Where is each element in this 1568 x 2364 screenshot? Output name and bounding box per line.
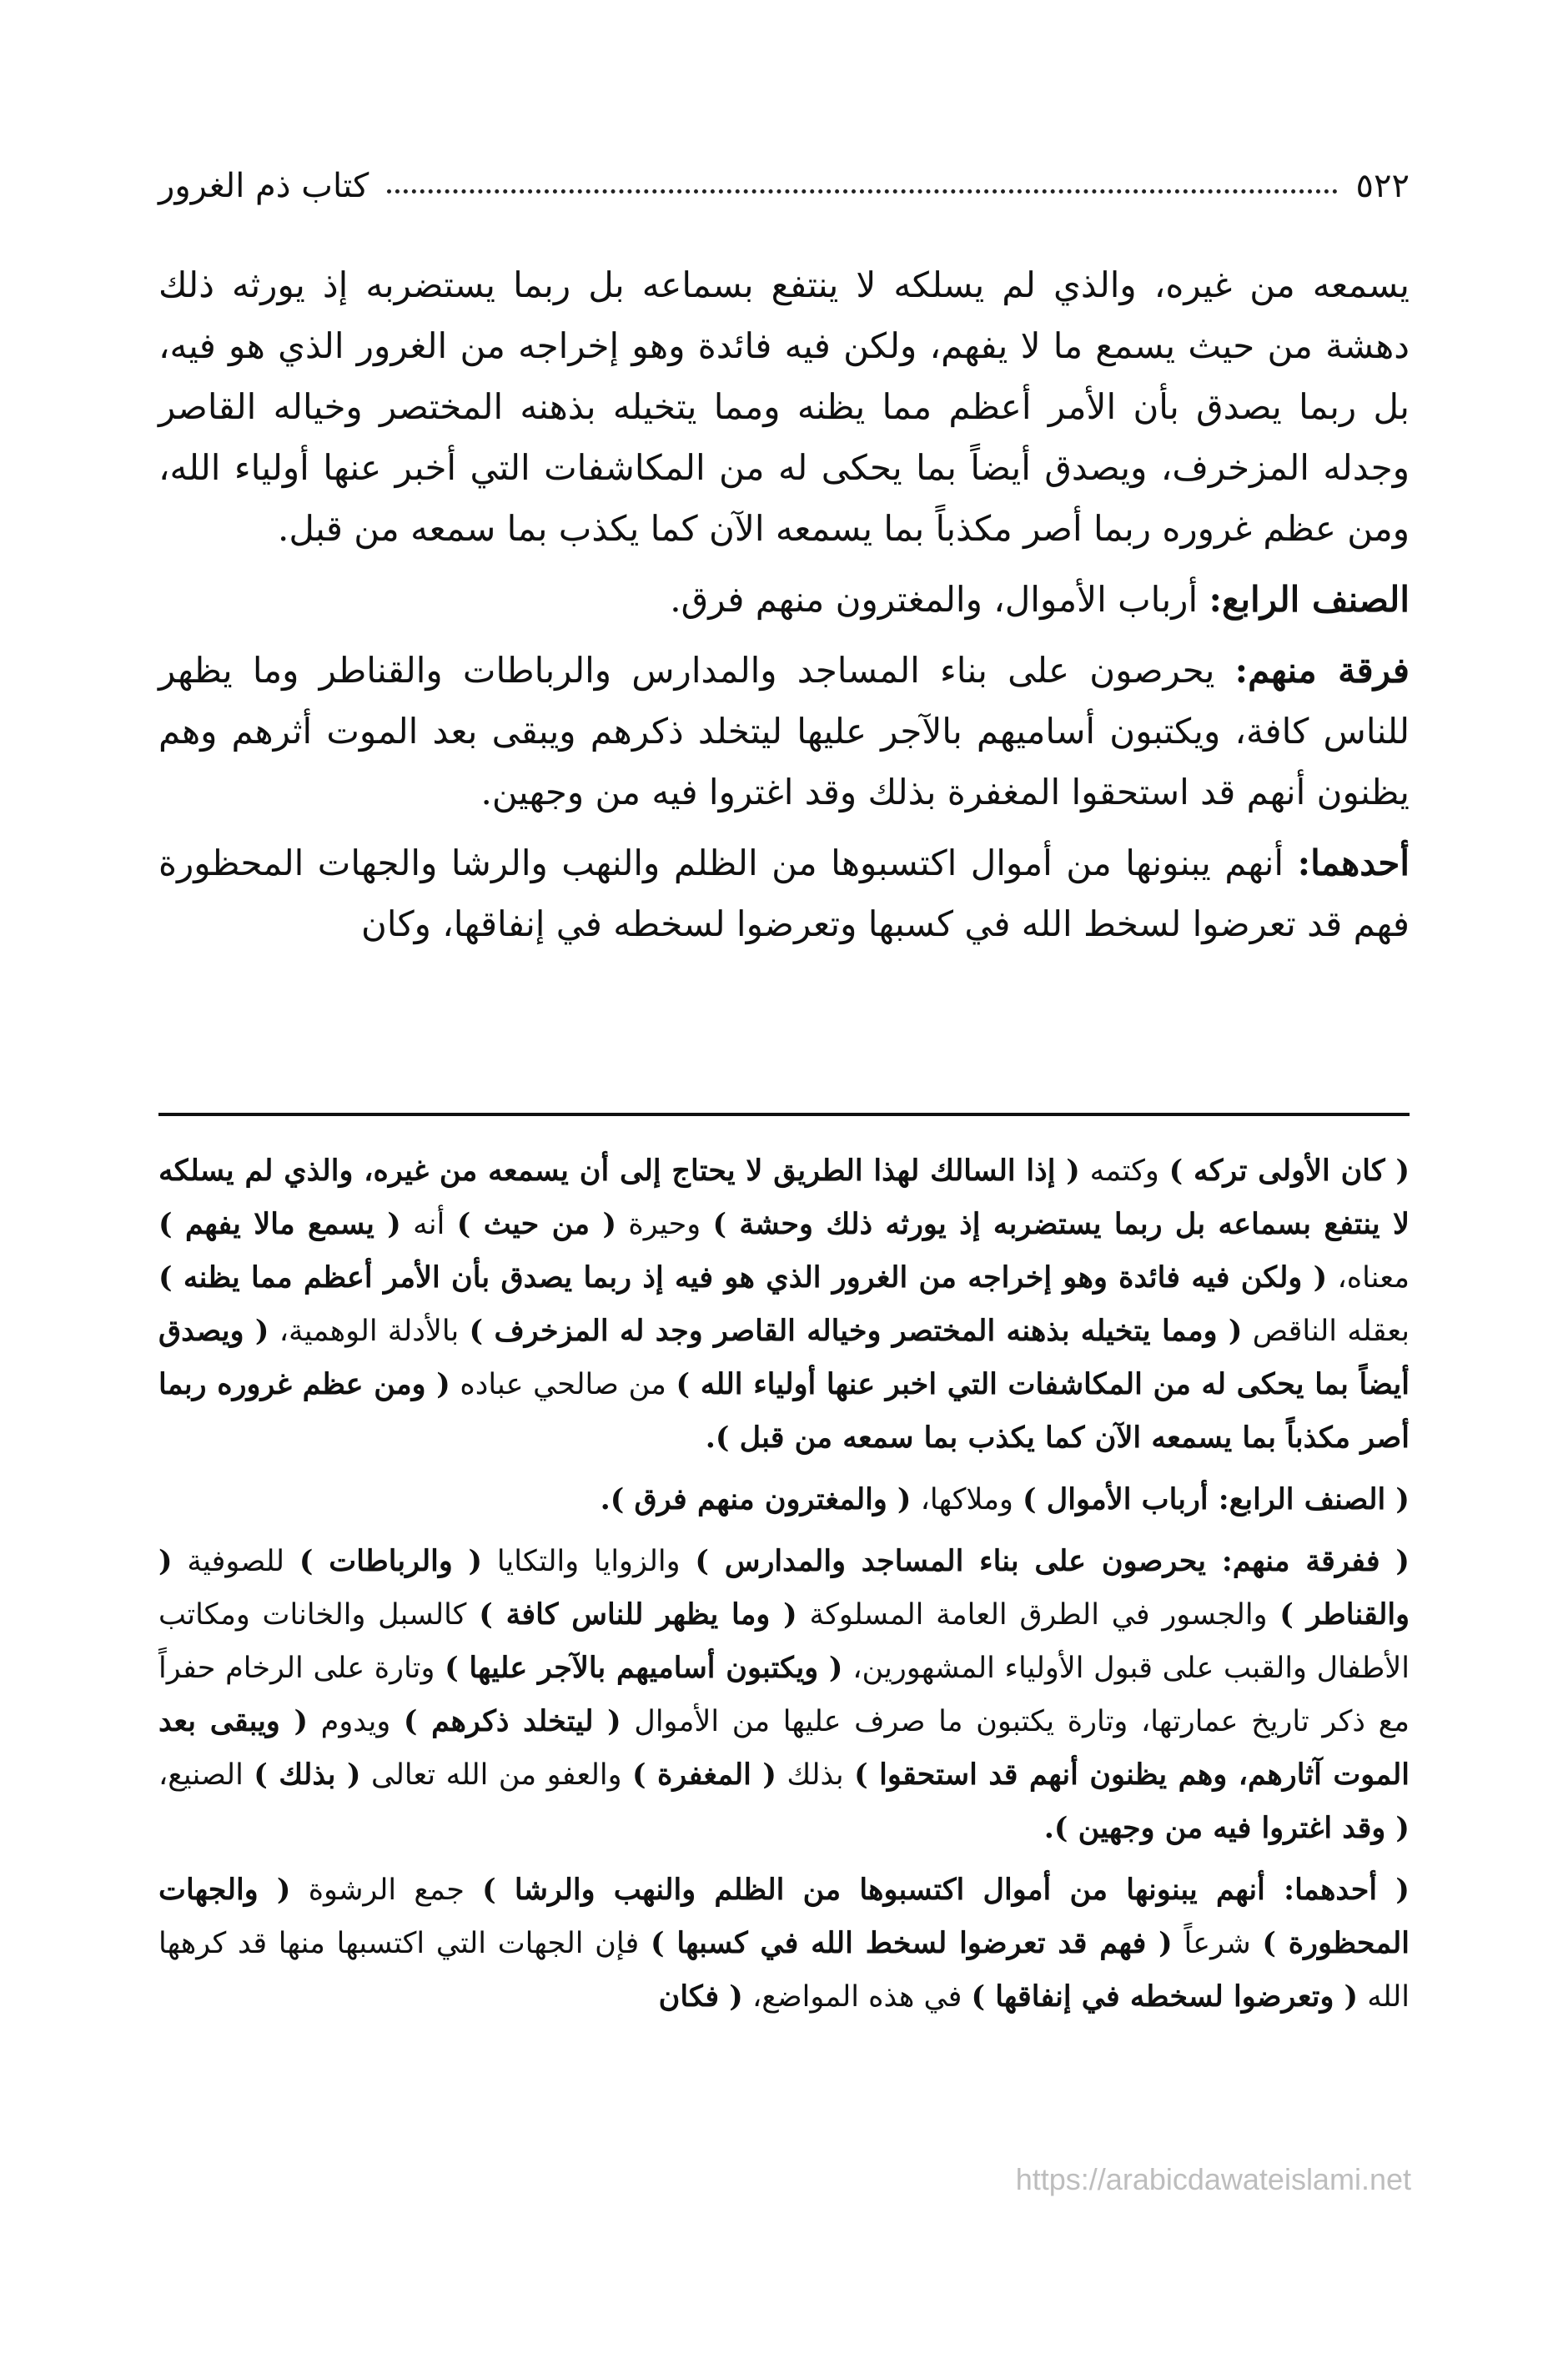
running-header [158, 157, 1410, 215]
commentary-gloss: والجسور في الطرق العامة المسلوكة [797, 1598, 1280, 1632]
book-title: كتاب ذم الغرور [158, 167, 369, 205]
quoted-source-text: ( والرباطات ) [299, 1544, 483, 1578]
quoted-source-text: ( والجهات المحظورة ) [158, 1873, 1410, 1960]
page-number: ٥٢٢ [1355, 167, 1410, 205]
commentary-gloss: أنه [400, 1208, 457, 1241]
quoted-source-text: ( يسمع مالا يفهم ) [158, 1207, 401, 1241]
quoted-source-text: ( ومما يتخيله بذهنه المختصر وخياله القاصر وجد له المزخرف ) [469, 1314, 1243, 1348]
commentary-gloss: وتارة على الرخام حفراً مع ذكر تاريخ عمارتها، وتارة يكتبون ما صرف عليها من الأموال [158, 1652, 1410, 1738]
commentary-gloss: بذلك [776, 1758, 855, 1792]
quoted-source-text: ( والمغترون منهم فرق ). [600, 1482, 912, 1516]
commentary-gloss: والعفو من الله تعالى [360, 1758, 632, 1792]
quoted-source-text: ( المغفرة ) [631, 1758, 776, 1792]
commentary-gloss: ويدوم [308, 1705, 404, 1738]
quoted-source-text: ( أحدهما: أنهم يبنونها من أموال اكتسبوها من الظلم والنهب والرشا ) [482, 1873, 1410, 1907]
commentary-gloss: جمع الرشوة [290, 1874, 483, 1907]
quoted-source-text: ( ومن عظم غروره ربما أصر مكذباً بما يسمعه الآن كما يكذب بما سمعه من قبل ). [158, 1367, 1410, 1455]
footnote-divider [158, 1113, 1410, 1116]
paragraph-text: يسمعه من غيره، والذي لم يسلكه لا ينتفع بسماعه بل ربما يستضربه إذ يورثه ذلك دهشة من حيث يسمع ما لا يفهم، ولكن فيه فائدة وهو إخراجه من الغرور الذي هو فيه، بل ربما يصدق بأن الأمر أعظم مما يظنه ومما يتخيله بذهنه المختصر وخياله القاصر وجدله المزخرف، ويصدق أيضاً بما يحكى له من المكاشفات التي أخبر عنها أولياء الله، ومن عظم غروره ربما أصر مكذباً بما يسمعه الآن كما يكذب بما سمعه من قبل. [158, 264, 1410, 549]
quoted-source-text: ( وتعرضوا لسخطه في إنفاقها ) [971, 1979, 1359, 2014]
paragraph-text: أرباب الأموال، والمغترون منهم فرق. [670, 579, 1209, 620]
main-paragraph [158, 640, 1410, 822]
commentary-gloss: وكتمه [1079, 1154, 1169, 1188]
quoted-source-text: ( بذلك ) [254, 1758, 361, 1792]
quoted-source-text: ( ويبقى بعد الموت آثارهم، وهم يظنون أنهم قد استحقوا ) [158, 1704, 1410, 1792]
main-paragraph [158, 254, 1410, 559]
commentary-gloss: شرعاً [1172, 1927, 1263, 1960]
commentary-gloss: فإن الجهات التي اكتسبها منها قد كرهها الله [158, 1927, 1410, 2014]
commentary-gloss: بعقله الناقص [1242, 1315, 1410, 1348]
commentary-gloss: الصنيع، [158, 1758, 254, 1792]
commentary-gloss: والزوايا والتكايا [482, 1545, 696, 1578]
quoted-source-text: ( وما يظهر للناس كافة ) [479, 1597, 797, 1632]
main-paragraph [158, 569, 1410, 630]
commentary-gloss: في هذه المواضع، [742, 1980, 972, 2014]
quoted-source-text: ( ويكتبون أساميهم بالآجر عليها ) [445, 1651, 843, 1685]
commentary-gloss: للصوفية [172, 1545, 299, 1578]
commentary-gloss: وحيرة [616, 1208, 713, 1241]
quoted-source-text: ( ولكن فيه فائدة وهو إخراجه من الغرور الذي هو فيه إذ ربما يصدق بأن الأمر أعظم مما يظنه ) [158, 1260, 1328, 1295]
quoted-source-text: ( الصنف الرابع: أرباب الأموال ) [1023, 1482, 1410, 1516]
quoted-source-text: ( فهم قد تعرضوا لسخط الله في كسبها ) [651, 1926, 1173, 1960]
quoted-source-text: ( فكان [658, 1979, 743, 2014]
quoted-source-text: ( ليتخلد ذكرهم ) [403, 1704, 621, 1738]
paragraph-text: أنهم يبنونها من أموال اكتسبوها من الظلم والنهب والرشا والجهات المحظورة فهم قد تعرضوا لسخط الله في كسبها وتعرضوا لسخطه في إنفاقها، وكان [158, 842, 1410, 944]
main-paragraph [158, 832, 1410, 954]
quoted-source-text: ( من حيث ) [456, 1207, 617, 1241]
commentary-gloss: معناه، [1327, 1261, 1410, 1295]
quoted-source-text: ( إذا السالك لهذا الطريق لا يحتاج إلى أن يسمعه من غيره، والذي لم يسلكه لا ينتفع بسماعه بل ربما يستضربه إذ يورثه ذلك وحشة ) [158, 1154, 1410, 1241]
watermark-url: https://arabicdawateislami.net [1015, 2162, 1411, 2196]
section-lead: أحدهما: [1297, 842, 1410, 883]
section-lead: الصنف الرابع: [1209, 579, 1410, 620]
commentary-paragraph [158, 1144, 1410, 1465]
commentary-gloss: بالأدلة الوهمية، [269, 1315, 470, 1348]
main-text [158, 254, 1410, 954]
quoted-source-text: ( وقد اغتروا فيه من وجهين ). [1043, 1811, 1410, 1845]
quoted-source-text: ( ففرقة منهم: يحرصون على بناء المساجد والمدارس ) [695, 1544, 1410, 1578]
section-lead: فرقة منهم: [1234, 650, 1410, 691]
header-leader-dots [387, 189, 1337, 194]
paragraph-text: يحرصون على بناء المساجد والمدارس والرباطات والقناطر وما يظهر للناس كافة، ويكتبون أساميهم بالآجر عليها ليتخلد ذكرهم ويبقى بعد الموت أثرهم وهم يظنون أنهم قد استحقوا المغفرة بذلك وقد اغتروا فيه من وجهين. [158, 650, 1410, 812]
commentary-paragraph [158, 1473, 1410, 1527]
commentary-gloss: كالسبل والخانات ومكاتب الأطفال والقبب على قبول الأولياء المشهورين، [158, 1598, 1410, 1685]
commentary-paragraph [158, 1535, 1410, 1855]
quoted-source-text: ( والقناطر ) [158, 1544, 1410, 1632]
quoted-source-text: ( كان الأولى تركه ) [1168, 1154, 1410, 1188]
quoted-source-text: ( ويصدق أيضاً بما يحكى له من المكاشفات التي اخبر عنها أولياء الله ) [158, 1314, 1410, 1401]
commentary-gloss: وملاكها، [911, 1483, 1023, 1516]
commentary-gloss: من صالحي عباده [450, 1368, 676, 1401]
commentary-text [158, 1144, 1410, 2032]
commentary-paragraph [158, 1864, 1410, 2024]
